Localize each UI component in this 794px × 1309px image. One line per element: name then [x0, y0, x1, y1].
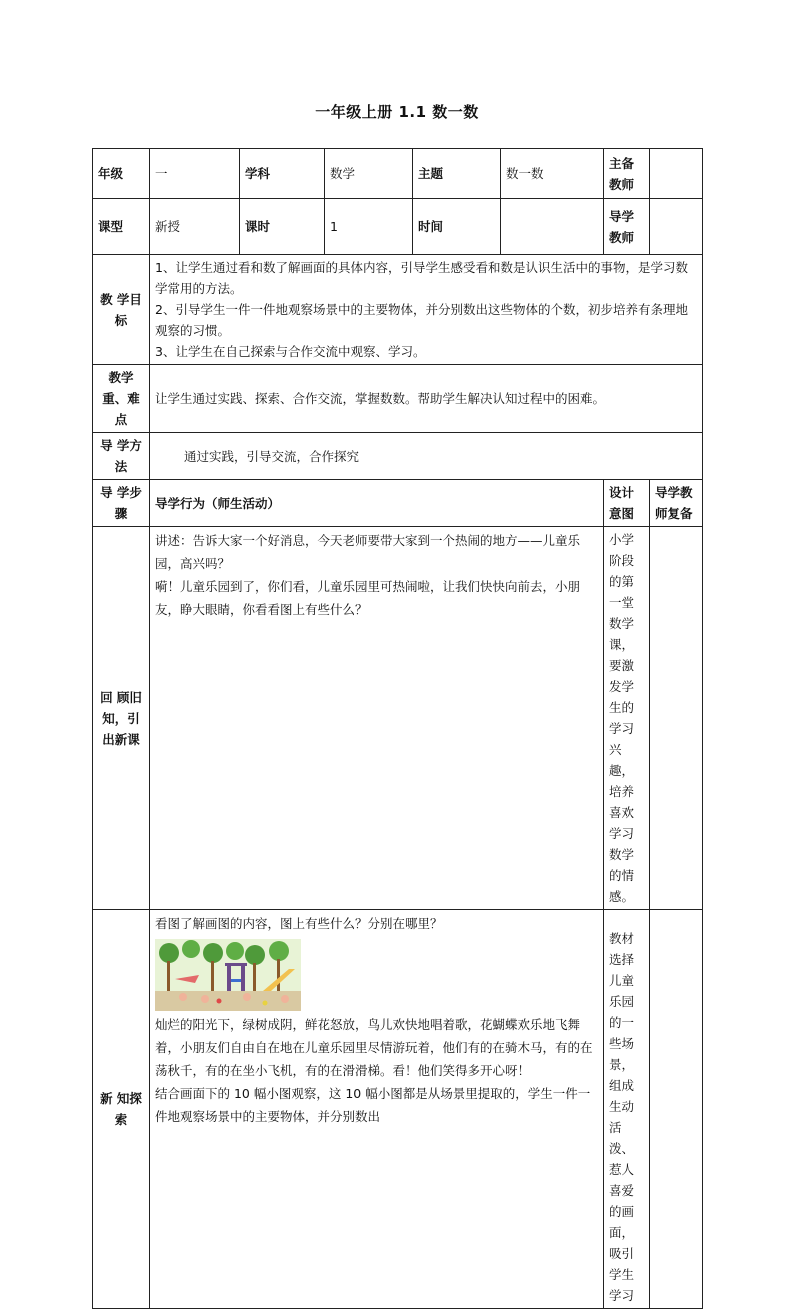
method-text: 通过实践，引导交流，合作探究: [150, 433, 703, 480]
guide-teacher-label: 导学教师: [604, 199, 650, 255]
steps-col-notes: 导学教师复备: [650, 480, 703, 527]
key-points-text: 让学生通过实践、探索、合作交流，掌握数数。帮助学生解决认知过程中的困难。: [150, 365, 703, 433]
explore-paragraph: 结合画面下的 10 幅小图观察，这 10 幅小图都是从场景里提取的，学生一件一件地观察场景中的主要物体，并分别数出: [155, 1086, 591, 1124]
steps-col-activity: 导学行为（师生活动）: [150, 480, 604, 527]
goal-item: 2、引导学生一件一件地观察场景中的主要物体，并分别数出这些物体的个数，初步培养有条理地观察的习惯。: [155, 302, 688, 338]
key-points-row: [93, 365, 703, 433]
explore-paragraph: 看图了解画图的内容，图上有些什么？分别在哪里？: [155, 916, 443, 931]
review-notes: [650, 527, 703, 910]
explore-intent: 教材选择儿童乐园的一些场景，组成生动活泼、惹人喜爱的画面，吸引学生学习: [604, 910, 650, 1309]
lesson-plan-table: [92, 148, 703, 1309]
time-value: [501, 199, 604, 255]
goals-content: [150, 255, 703, 365]
explore-notes: [650, 910, 703, 1309]
grade-label: 年级: [93, 149, 150, 199]
review-paragraph: 嗬！儿童乐园到了，你们看，儿童乐园里可热闹啦，让我们快快向前去，小朋友，睁大眼睛，你看看图上有些什么？: [155, 579, 581, 617]
subject-label: 学科: [240, 149, 325, 199]
goals-row: [93, 255, 703, 365]
subject-value: 数学: [325, 149, 413, 199]
topic-value: 数一数: [501, 149, 604, 199]
lead-teacher-label: 主备教师: [604, 149, 650, 199]
review-paragraph: 讲述：告诉大家一个好消息，今天老师要带大家到一个热闹的地方——儿童乐园，高兴吗？: [155, 533, 581, 571]
review-activity: [150, 527, 604, 910]
topic-label: 主题: [413, 149, 501, 199]
lesson-type-value: 新授: [150, 199, 240, 255]
explore-activity: [150, 910, 604, 1309]
review-label: 回 顾旧知，引 出新课: [93, 527, 150, 910]
document-title: 一年级上册 1.1 数一数: [315, 103, 479, 121]
time-label: 时间: [413, 199, 501, 255]
explore-paragraph: 灿烂的阳光下，绿树成阴，鲜花怒放，鸟儿欢快地唱着歌，花蝴蝶欢乐地飞舞着，小朋友们自由自在地在儿童乐园里尽情游玩着，他们有的在骑木马，有的在荡秋千，有的在坐小飞机，有的在滑滑梯。看！他们笑得多开心呀！: [155, 1017, 593, 1078]
method-label: 导 学方法: [93, 433, 150, 480]
steps-col-intent: 设计意图: [604, 480, 650, 527]
steps-header-row: [93, 480, 703, 527]
review-row: [93, 527, 703, 910]
lead-teacher-value: [650, 149, 703, 199]
guide-teacher-value: [650, 199, 703, 255]
info-row-2: [93, 199, 703, 255]
playground-image: [155, 939, 301, 1011]
grade-value: 一: [150, 149, 240, 199]
goal-item: 1、让学生通过看和数了解画面的具体内容，引导学生感受看和数是认识生活中的事物，是学习数学常用的方法。: [155, 260, 688, 296]
method-row: [93, 433, 703, 480]
key-points-label: 教学重、难点: [93, 365, 150, 433]
lesson-type-label: 课型: [93, 199, 150, 255]
goals-label: 教 学目标: [93, 255, 150, 365]
explore-row: [93, 910, 703, 1309]
steps-label: 导 学步骤: [93, 480, 150, 527]
period-label: 课时: [240, 199, 325, 255]
goal-item: 3、让学生在自己探索与合作交流中观察、学习。: [155, 344, 426, 359]
explore-label: 新 知探索: [93, 910, 150, 1309]
period-value: 1: [325, 199, 413, 255]
review-intent: 小学阶段的第一堂数学课，要激发学生的学习兴趣，培养喜欢学习数学的情感。: [604, 527, 650, 910]
info-row-1: [93, 149, 703, 199]
